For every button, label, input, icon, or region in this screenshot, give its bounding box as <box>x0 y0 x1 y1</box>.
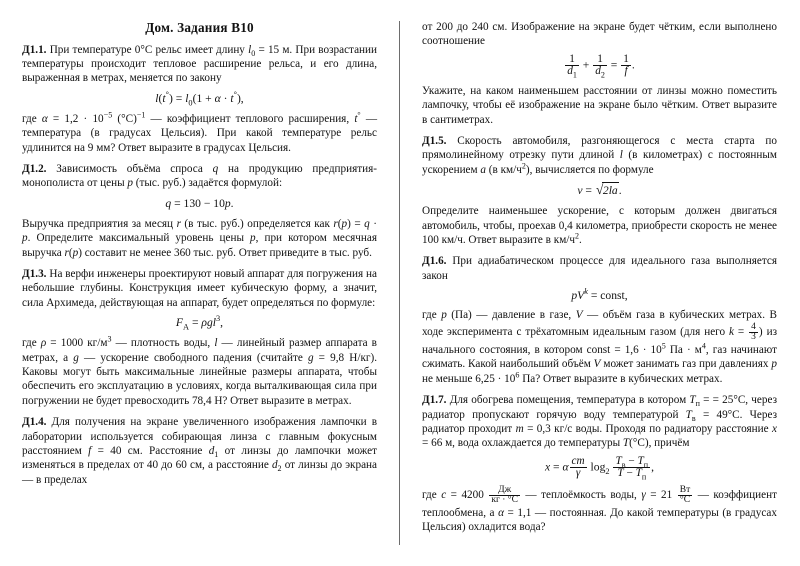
problem-1-7-label: Д1.7. <box>422 394 447 407</box>
problem-1-1-label: Д1.1. <box>22 43 47 56</box>
problem-1-7-formula: x = α $\frac{cm}{\gamma}$ $\log_2$ $\frac{T_в - T_п}{T - T_п}$ , <box>544 454 655 482</box>
problem-1-7-body-2: где c = 4200 $\frac{Дж}{кг \cdot ^\circ C}$ — теплоёмкость воды, γ = 21 $\frac{Вт}{^\circ C}$ — коэффициент теплообмена, а α = 1,1 — постоянная. До какой температуры (в градусах Цельсия) охладится вода? <box>422 484 777 534</box>
problem-1-4-body-2: Укажите, на каком наименьшем расстоянии от линзы можно поместить лампочку, чтобы её изображение на экране было чётким. Ответ выразите в сантиметрах. <box>422 84 777 126</box>
problem-1-2-label: Д1.2. <box>22 162 47 175</box>
problem-1-5-formula: v = √ 2la. <box>422 182 777 198</box>
problem-1-7-body: Д1.7. Для обогрева помещения, температура в котором $T_п$ = = 25°C, через радиатор пропускают горячую воду температурой $T_в = 49^\circ C$. Через радиатор проходит m = 0,3 кг/с воды. Проходя по радиатору расстояние x = 66 м, вода охлаждается до температуры T(°C), причём <box>422 394 778 450</box>
problem-1-1-body: Д1.1. При температуре 0°C рельс имеет длину $l_0 = 15$ м. При возрастании температуры происходит тепловое расширение рельса, и его длина, выраженная в метрах, меняется по закону <box>22 43 377 85</box>
problem-1-2-body-2: Выручка предприятия за месяц r (в тыс. руб.) определяется как r(p) = q · p. Определите максимальный уровень цены p, при котором месячная выручка r(p) составит не менее 360 тыс. руб. Ответ приведите в тыс. руб. <box>22 217 378 259</box>
problem-1-4-continued: от 200 до 240 см. Изображение на экране будет чётким, если выполнено соотношение <box>422 21 777 48</box>
problem-1-5-body-2: Определите наименьшее ускорение, с которым должен двигаться автомобиль, чтобы, проехав 0,4 километра, приобрести скорость не менее 100 км/ч. Ответ выразите в $км/ч^2$. <box>422 205 777 246</box>
problem-1-3-body: Д1.3. На верфи инженеры проектируют новый аппарат для погружения на небольшие глубины. Конструкция имеет кубическую форму, а значит, сила Архимеда, действующая на аппарат, будет определяться по формуле: <box>22 267 377 309</box>
problem-1-6-body: Д1.6. При адиабатическом процессе для идеального газа выполняется закон <box>422 255 777 282</box>
problem-1-1-formula: $l(t^\circ) = l_0(1 + \alpha \cdot t^\circ)$, <box>155 89 244 107</box>
problem-1-2-formula: q = 130 − 10p. <box>165 196 234 210</box>
problem-1-4-label: Д1.4. <box>22 416 47 429</box>
problem-1-5-label: Д1.5. <box>422 134 447 147</box>
problem-1-5-body: Д1.5. Скорость автомобиля, разгоняющегося с места старта по прямолинейному отрезку пути длиной l (в километрах) с постоянным ускорением a (в $км/ч^2$), вычисляется по формуле <box>422 134 777 176</box>
right-column <box>422 20 777 540</box>
problem-1-1-body-2: где $\alpha = 1,2 \cdot 10^{-5}$ $(^\circ C)^{-1}$ — коэффициент теплового расширения, t° — температура (в градусах Цельсия). При какой температуре рельс удлинится на 9 мм? Ответ выразите в градусах Цельсия. <box>22 110 377 154</box>
problem-1-3-label: Д1.3. <box>22 267 47 280</box>
problem-1-6-label: Д1.6. <box>422 255 447 268</box>
column-divider <box>399 21 400 545</box>
problem-1-6-formula: $pV^k$ = const, <box>571 287 628 303</box>
page-title: Дом. Задания В10 <box>145 20 254 35</box>
problem-1-3-formula: $F_A = \rho gl^3$, <box>175 314 224 332</box>
problem-1-4-formula: $\frac{1}{d_1}$ + $\frac{1}{d_2}$ = $\frac{1}{f}$ . <box>567 52 635 80</box>
problem-1-6-body-2: где p (Па) — давление в газе, V — объём газа в кубических метрах. В ходе эксперимента с трёхатомным идеальным газом (для него k = $\frac{4}{3}$ ) из начального состояния, в котором const = $1,6 \cdot 10^5$ Па · $м^4$, газ начинают сжимать. Какой наибольший объём V может занимать газ при давлениях p не меньше $6,25 \cdot 10^6$ Па? Ответ выразите в кубических метрах. <box>422 309 777 385</box>
problem-1-3-body-2: где ρ = 1000 $кг/м^3$ — плотность воды, l — линейный размер аппарата в метрах, а g — ускорение свободного падения (считайте g = 9,8 Н/кг). Каковы могут быть максимальные линейные размеры аппарата, чтобы обеспечить его эксплуатацию в условиях, когда выталкивающая сила при погружении не будет превосходить 78,4 Н? Ответ выразите в метрах. <box>22 334 377 407</box>
left-column <box>22 20 377 492</box>
problem-1-4-body: Д1.4. Для получения на экране увеличенного изображения лампочки в лаборатории используется собирающая линза с главным фокусным расстоянием f = 40 см. Расстояние $d_1$ от линзы до лампочки может изменяться в пределах от 40 до 60 см, а расстояние $d_2$ от линзы до экрана — в пределах <box>22 416 377 486</box>
problem-1-2-body: Д1.2. Зависимость объёма спроса q на продукцию предприятия-монополиста от цены p (тыс. руб.) задаётся формулой: <box>22 162 377 190</box>
